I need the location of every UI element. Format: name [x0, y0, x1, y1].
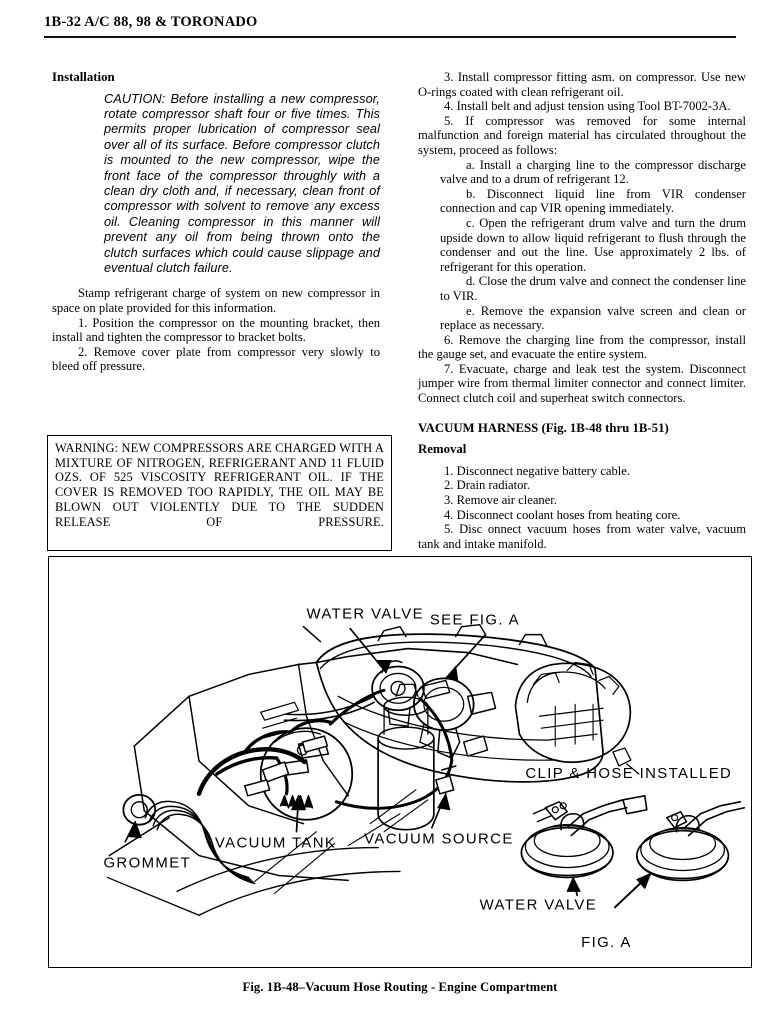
- warning-text: WARNING: NEW COMPRESSORS ARE CHARGED WITH A MIXTURE OF NITROGEN, REFRIGERANT AND 11 FLUID OZS. OF 525 VISCOSITY REFRIGERANT OIL. IF THE COVER IS REMOVED TOO RAPIDLY, THE OIL MAY BE BLOWN OUT VIOLENTLY DUE TO THE SUDDEN RELEASE OF PRESSURE.: [55, 441, 384, 529]
- figure-label-grommet: GROMMET: [103, 854, 192, 872]
- install-step-5: 5. If compressor was removed for some internal malfunction and foreign material has circulated throughout the system, proceed as follows:: [418, 113, 746, 157]
- warning-box: [47, 435, 392, 551]
- install-step-1: 1. Position the compressor on the mounting bracket, then install and tighten the compressor to bracket bolts.: [52, 315, 380, 345]
- figure-1b-48: [48, 556, 752, 968]
- figure-label-vacuum-tank: VACUUM TANK: [214, 834, 337, 852]
- removal-heading: Removal: [418, 442, 467, 457]
- install-step-4: 4. Install belt and adjust tension using Tool BT-7002-3A.: [444, 99, 731, 114]
- install-substep-b: b. Disconnect liquid line from VIR condenser connection and cap VIR opening immediately.: [440, 186, 746, 216]
- install-substep-a: a. Install a charging line to the compressor discharge valve and to a drum of refrigerant 12.: [440, 157, 746, 187]
- figure-label-clip-hose-installed: CLIP & HOSE INSTALLED: [525, 764, 733, 782]
- figure-label-fig-a: FIG. A: [581, 934, 632, 952]
- vacuum-hose-routing-illustration: [49, 557, 751, 967]
- removal-step-2: 2. Drain radiator.: [444, 478, 531, 493]
- removal-step-5: 5. Disc onnect vacuum hoses from water valve, vacuum tank and intake manifold.: [418, 522, 746, 551]
- install-substep-c: c. Open the refrigerant drum valve and turn the drum upside down to allow liquid refrigerant to flush through the condenser and out the line. Use approximately 2 lbs. of refrigerant for this operation.: [440, 215, 746, 274]
- removal-step-4: 4. Disconnect coolant hoses from heating core.: [444, 507, 681, 522]
- install-substep-e: e. Remove the expansion valve screen and clean or replace as necessary.: [440, 303, 746, 333]
- install-step-7: 7. Evacuate, charge and leak test the system. Disconnect jumper wire from thermal limiter connector and connect limiter. Connect clutch coil and superheat switch connectors.: [418, 361, 746, 406]
- installation-heading: Installation: [52, 70, 115, 84]
- figure-caption: Fig. 1B-48–Vacuum Hose Routing - Engine Compartment: [242, 980, 558, 994]
- figure-label-water-valve: WATER VALVE: [306, 605, 424, 623]
- running-head-text: 1B-32 A/C 88, 98 & TORONADO: [44, 14, 258, 30]
- install-step-6: 6. Remove the charging line from the compressor, install the gauge set, and evacuate the entire system.: [418, 332, 746, 362]
- figure-label-see-fig-a: SEE FIG. A: [429, 611, 521, 629]
- right-column: [418, 70, 746, 551]
- figure-label-vacuum-source: VACUUM SOURCE: [364, 830, 514, 848]
- header-rule: [44, 36, 736, 38]
- left-column: [52, 70, 380, 374]
- removal-step-1: 1. Disconnect negative battery cable.: [444, 463, 631, 478]
- stamp-paragraph: Stamp refrigerant charge of system on new compressor in space on plate provided for this information.: [52, 286, 380, 316]
- figure-label-water-valve-inset: WATER VALVE: [479, 896, 598, 914]
- install-substep-d: d. Close the drum valve and connect the condenser line to VIR.: [440, 274, 746, 303]
- caution-note: CAUTION: Before installing a new compressor, rotate compressor shaft four or five times. This permits proper lubrication of compressor seal over all of its surface. Before compressor clutch is mounted to the new compressor, wipe the front face of the compressor throughly with a clean dry cloth and, if necessary, clean front of compressor with solvent to remove any excess oil. Cleaning compressor in this manner will prevent any oil from being thrown onto the clutch surfaces which could cause slippage and eventual clutch failure.: [104, 91, 380, 276]
- install-step-2: 2. Remove cover plate from compressor very slowly to bleed off pressure.: [52, 344, 380, 374]
- removal-step-3: 3. Remove air cleaner.: [444, 493, 557, 508]
- running-head: [44, 14, 744, 44]
- vacuum-harness-heading: VACUUM HARNESS (Fig. 1B-48 thru 1B-51): [418, 420, 669, 435]
- install-step-3: 3. Install compressor fitting asm. on compressor. Use new O-rings coated with clean refrigerant oil.: [418, 70, 746, 99]
